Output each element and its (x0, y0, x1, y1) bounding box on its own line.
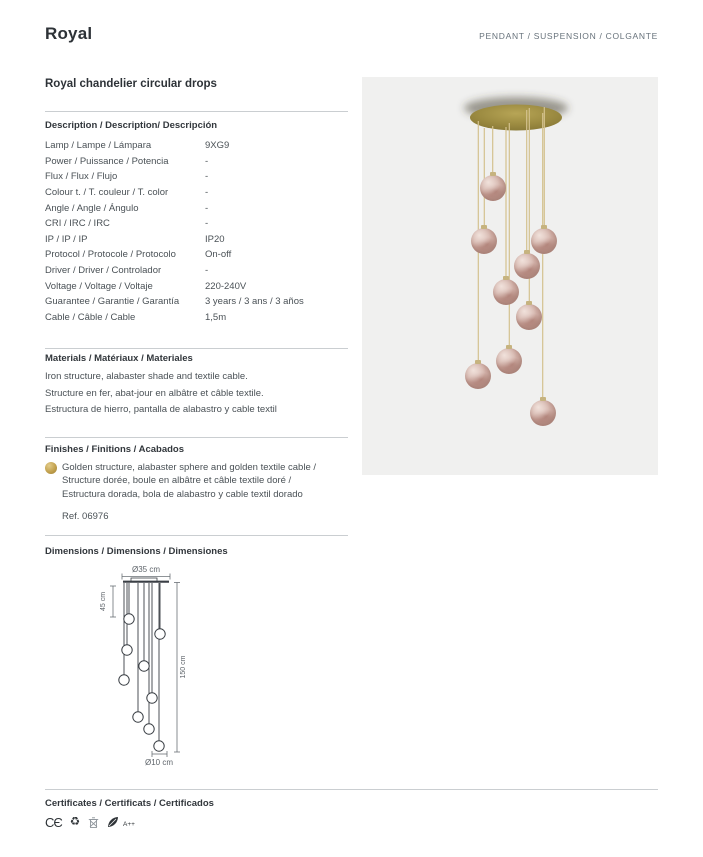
spec-value: - (205, 202, 209, 214)
spec-label: Voltage / Voltage / Voltaje (45, 280, 153, 292)
spec-label: Cable / Câble / Cable (45, 311, 136, 323)
description-table (45, 138, 345, 325)
alabaster-sphere (465, 363, 491, 389)
page-title: Royal (45, 24, 93, 43)
spec-row (45, 185, 345, 201)
spec-row (45, 154, 345, 170)
spec-label: IP / IP / IP (45, 233, 88, 245)
spec-row (45, 247, 345, 263)
energy-leaf-icon (107, 816, 119, 828)
alabaster-sphere (516, 304, 542, 330)
chandelier-render (362, 77, 658, 475)
spec-label: Driver / Driver / Controlador (45, 265, 162, 277)
spec-label: Power / Puissance / Potencia (45, 155, 169, 167)
finish-description: Golden structure, alabaster sphere and golden textile cable / Structure dorée, boule en albâtre et câble textile doré / Estructura dorada, bola de alabastro y cable textil dorado (62, 462, 317, 500)
dimension-drawing (95, 563, 210, 775)
materials-title: Materials / Matériaux / Materiales (45, 353, 193, 364)
section-divider (45, 535, 348, 536)
sphere-dimension-line (152, 751, 167, 757)
section-divider (45, 348, 348, 349)
product-subtitle: Royal chandelier circular drops (45, 78, 217, 90)
canopy-diameter-label: Ø35 cm (131, 565, 161, 574)
canopy-disc (470, 105, 562, 131)
spec-label: Colour t. / T. couleur / T. color (45, 187, 169, 199)
spec-row (45, 263, 345, 279)
spec-label: CRI / IRC / IRC (45, 218, 110, 230)
section-divider (45, 789, 658, 790)
certificates-title: Certificates / Certificats / Certificados (45, 798, 214, 809)
spec-value: 9XG9 (205, 140, 230, 152)
recycle-icon: ♻ (69, 814, 81, 829)
spec-label: Lamp / Lampe / Lámpara (45, 140, 152, 152)
ce-mark-icon: CЄ (45, 814, 62, 830)
sphere-diameter-label: Ø10 cm (144, 758, 174, 767)
alabaster-sphere (471, 228, 497, 254)
alabaster-sphere (514, 253, 540, 279)
spec-value: IP20 (205, 233, 225, 245)
finish-ref: Ref. 06976 (62, 511, 109, 523)
spec-value: - (205, 265, 209, 277)
section-divider (45, 437, 348, 438)
materials-line-fr: Structure en fer, abat-jour en albâtre et câble textile. (45, 387, 264, 399)
spec-row (45, 232, 345, 248)
spec-row (45, 310, 345, 326)
finish-option (45, 461, 337, 524)
gold-swatch-icon (45, 462, 57, 474)
spec-row (45, 216, 345, 232)
min-drop-dimension-line (110, 586, 116, 617)
spec-row (45, 294, 345, 310)
spec-row (45, 138, 345, 154)
spec-value: - (205, 218, 209, 230)
spec-value: 220-240V (205, 280, 247, 292)
description-title: Description / Description/ Descripción (45, 120, 218, 131)
spec-value: 3 years / 3 ans / 3 años (205, 296, 304, 308)
spec-label: Guarantee / Garantie / Garantía (45, 296, 180, 308)
drawing-spheres (119, 614, 165, 751)
spec-label: Angle / Angle / Ángulo (45, 202, 139, 214)
spec-label: Protocol / Protocole / Protocolo (45, 249, 176, 261)
materials-line-en: Iron structure, alabaster shade and textile cable. (45, 371, 248, 382)
alabaster-sphere (531, 228, 557, 254)
spec-label: Flux / Flux / Flujo (45, 171, 118, 183)
finishes-title: Finishes / Finitions / Acabados (45, 444, 185, 455)
max-drop-label: 150 cm (180, 655, 187, 679)
weee-bin-icon (88, 816, 99, 829)
spec-value: - (205, 187, 209, 199)
energy-class-label: A++ (123, 820, 135, 828)
dimensions-title: Dimensions / Dimensions / Dimensiones (45, 546, 228, 557)
product-photo (362, 77, 658, 475)
alabaster-sphere (480, 175, 506, 201)
certificate-icons (45, 814, 135, 830)
materials-line-es: Estructura de hierro, pantalla de alabastro y cable textil (45, 404, 277, 415)
spec-value: On-off (205, 249, 232, 261)
spec-value: - (205, 155, 209, 167)
spec-value: 1,5m (205, 311, 227, 323)
min-drop-label: 45 cm (100, 591, 107, 612)
spec-row (45, 278, 345, 294)
spec-value: - (205, 171, 209, 183)
spec-row (45, 169, 345, 185)
section-divider (45, 111, 348, 112)
product-category: PENDANT / SUSPENSION / COLGANTE (479, 31, 658, 41)
spec-row (45, 200, 345, 216)
alabaster-sphere (530, 400, 556, 426)
materials-text (45, 369, 277, 419)
